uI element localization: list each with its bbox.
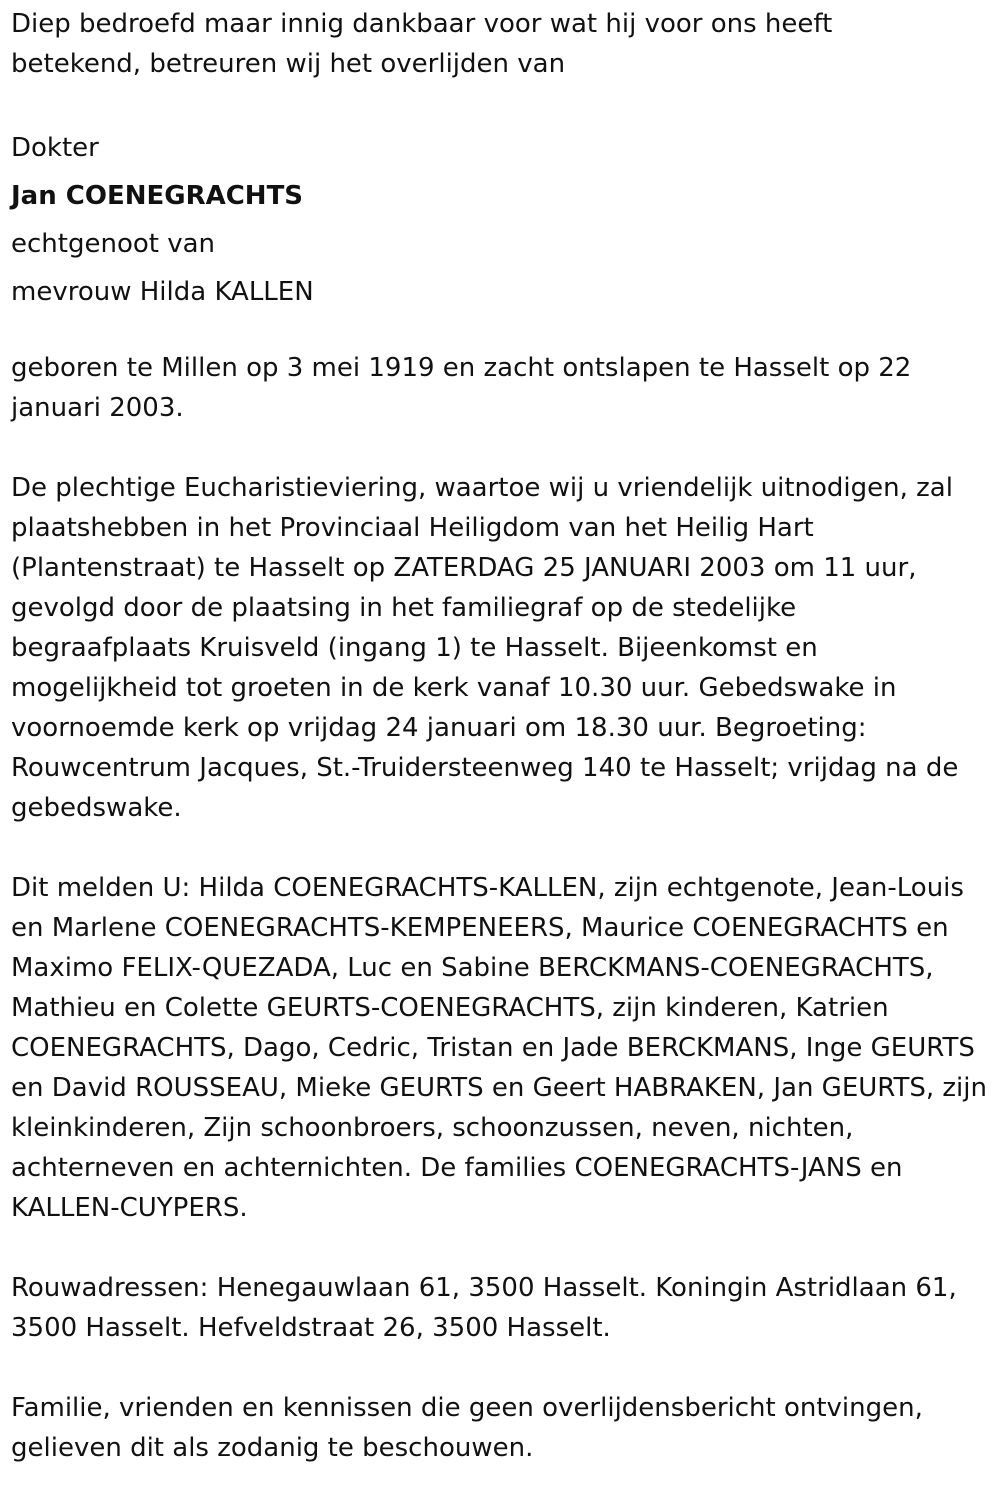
intro-line: Diep bedroefd maar innig dankbaar voor wat hij voor ons heeft — [11, 9, 833, 39]
paragraph-gap — [11, 828, 991, 868]
birth-death-line: januari 2003. — [11, 393, 184, 423]
paragraph-gap — [11, 1228, 991, 1268]
family-line: en Marlene COENEGRACHTS-KEMPENEERS, Maurice COENEGRACHTS en — [11, 913, 949, 943]
ceremony-line: Rouwcentrum Jacques, St.-Truidersteenweg 140 te Hasselt; vrijdag na de — [11, 753, 959, 783]
address-line: 3500 Hasselt. Hefveldstraat 26, 3500 Hasselt. — [11, 1313, 611, 1343]
family-line: en David ROUSSEAU, Mieke GEURTS en Geert HABRAKEN, Jan GEURTS, zijn — [11, 1073, 987, 1103]
closing-line: gelieven dit als zodanig te beschouwen. — [11, 1433, 534, 1463]
family-line: Dit melden U: Hilda COENEGRACHTS-KALLEN, zijn echtgenote, Jean-Louis — [11, 873, 964, 903]
ceremony-line: voornoemde kerk op vrijdag 24 januari om 18.30 uur. Begroeting: — [11, 713, 867, 743]
paragraph-gap — [11, 1348, 991, 1388]
family-line: COENEGRACHTS, Dago, Cedric, Tristan en Jade BERCKMANS, Inge GEURTS — [11, 1033, 975, 1063]
spouse-name: mevrouw Hilda KALLEN — [11, 277, 314, 307]
family-line: achterneven en achternichten. De families COENEGRACHTS-JANS en — [11, 1153, 903, 1183]
family-line: KALLEN-CUYPERS. — [11, 1193, 248, 1223]
paragraph-gap — [11, 84, 991, 124]
ceremony-line: gebedswake. — [11, 793, 182, 823]
addresses-paragraph — [11, 1268, 991, 1348]
ceremony-line: (Plantenstraat) te Hasselt op ZATERDAG 25 JANUARI 2003 om 11 uur, — [11, 553, 917, 583]
ceremony-line: plaatshebben in het Provinciaal Heiligdom van het Heilig Hart — [11, 513, 814, 543]
paragraph-gap — [11, 428, 991, 468]
intro-line: betekend, betreuren wij het overlijden van — [11, 49, 566, 79]
paragraph-gap — [11, 316, 991, 348]
deceased-block — [11, 124, 991, 316]
intro-paragraph — [11, 4, 991, 84]
ceremony-line: De plechtige Eucharistieviering, waartoe wij u vriendelijk uitnodigen, zal — [11, 473, 953, 503]
ceremony-line: gevolgd door de plaatsing in het familiegraf op de stedelijke — [11, 593, 797, 623]
ceremony-line: begraafplaats Kruisveld (ingang 1) te Hasselt. Bijeenkomst en — [11, 633, 818, 663]
ceremony-paragraph — [11, 468, 991, 828]
birth-death-line: geboren te Millen op 3 mei 1919 en zacht ontslapen te Hasselt op 22 — [11, 353, 912, 383]
obituary-notice — [11, 4, 991, 1468]
deceased-title: Dokter — [11, 133, 99, 163]
family-line: kleinkinderen, Zijn schoonbroers, schoonzussen, neven, nichten, — [11, 1113, 854, 1143]
closing-paragraph — [11, 1388, 991, 1468]
family-paragraph — [11, 868, 991, 1228]
family-line: Mathieu en Colette GEURTS-COENEGRACHTS, zijn kinderen, Katrien — [11, 993, 889, 1023]
ceremony-line: mogelijkheid tot groeten in de kerk vanaf 10.30 uur. Gebedswake in — [11, 673, 897, 703]
birth-death-paragraph — [11, 348, 991, 428]
closing-line: Familie, vrienden en kennissen die geen overlijdensbericht ontvingen, — [11, 1393, 923, 1423]
family-line: Maximo FELIX-QUEZADA, Luc en Sabine BERCKMANS-COENEGRACHTS, — [11, 953, 934, 983]
address-line: Rouwadressen: Henegauwlaan 61, 3500 Hasselt. Koningin Astridlaan 61, — [11, 1273, 957, 1303]
spouse-label: echtgenoot van — [11, 229, 216, 259]
deceased-name: Jan COENEGRACHTS — [11, 181, 304, 211]
